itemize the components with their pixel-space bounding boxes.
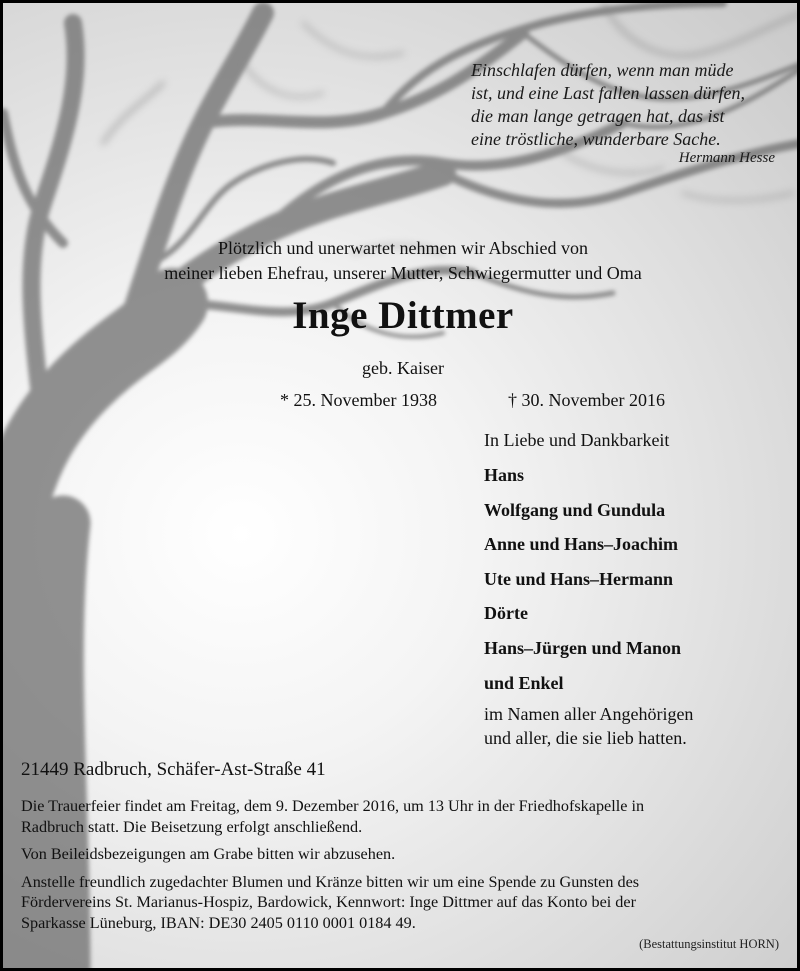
- deceased-name: Inge Dittmer: [292, 294, 514, 337]
- condolences-paragraph: [21, 844, 791, 865]
- donation-line: Sparkasse Lüneburg, IBAN: DE30 2405 0110 0001 0184 49.: [21, 913, 416, 932]
- death-date: † 30. November 2016: [508, 390, 665, 410]
- quote-line: Einschlafen dürfen, wenn man müde: [471, 60, 734, 80]
- funeral-paragraph: [21, 796, 791, 837]
- funeral-details: [21, 796, 791, 940]
- birth-name: geb. Kaiser: [362, 358, 444, 378]
- family-member: Ute und Hans–Hermann: [484, 568, 674, 589]
- funeral-home-credit: (Bestattungsinstitut HORN): [639, 937, 779, 951]
- intro-text: [3, 236, 800, 286]
- quote-line: die man lange getragen hat, das ist: [471, 106, 725, 126]
- quote-author: Hermann Hesse: [678, 150, 775, 166]
- family-block: [484, 428, 784, 750]
- closing-line-2: und aller, die sie lieb hatten.: [484, 728, 687, 749]
- intro-line-1: Plötzlich und unerwartet nehmen wir Abschied von: [218, 238, 588, 258]
- family-member: Hans–Jürgen und Manon: [484, 637, 682, 658]
- funeral-line: Radbruch statt. Die Beisetzung erfolgt anschließend.: [21, 817, 363, 836]
- family-member: Dörte: [484, 603, 528, 624]
- donation-paragraph: [21, 872, 791, 934]
- family-member: Wolfgang und Gundula: [484, 499, 666, 520]
- family-member: Anne und Hans–Joachim: [484, 534, 679, 555]
- birth-date: * 25. November 1938: [280, 390, 437, 410]
- intro-line-2: meiner lieben Ehefrau, unserer Mutter, Schwiegermutter und Oma: [164, 263, 642, 283]
- family-member: und Enkel: [484, 672, 564, 693]
- family-address: 21449 Radbruch, Schäfer-Ast-Straße 41: [21, 759, 326, 780]
- love-line: In Liebe und Dankbarkeit: [484, 430, 670, 450]
- closing-line-1: im Namen aller Angehörigen: [484, 704, 694, 725]
- condolences-line: Von Beileidsbezeigungen am Grabe bitten wir abzusehen.: [21, 845, 396, 863]
- donation-line: Anstelle freundlich zugedachter Blumen und Kränze bitten wir um eine Spende zu Gunsten des: [21, 872, 640, 891]
- quote-line: ist, und eine Last fallen lassen dürfen,: [471, 83, 745, 103]
- donation-line: Fördervereins St. Marianus-Hospiz, Bardowick, Kennwort: Inge Dittmer auf das Konto bei der: [21, 893, 636, 911]
- family-member: Hans: [484, 465, 525, 485]
- quote-line: eine tröstliche, wunderbare Sache.: [471, 129, 721, 149]
- hesse-quote: [471, 59, 791, 151]
- funeral-line: Die Trauerfeier findet am Freitag, dem 9. Dezember 2016, um 13 Uhr in der Friedhofskapelle in: [21, 797, 645, 815]
